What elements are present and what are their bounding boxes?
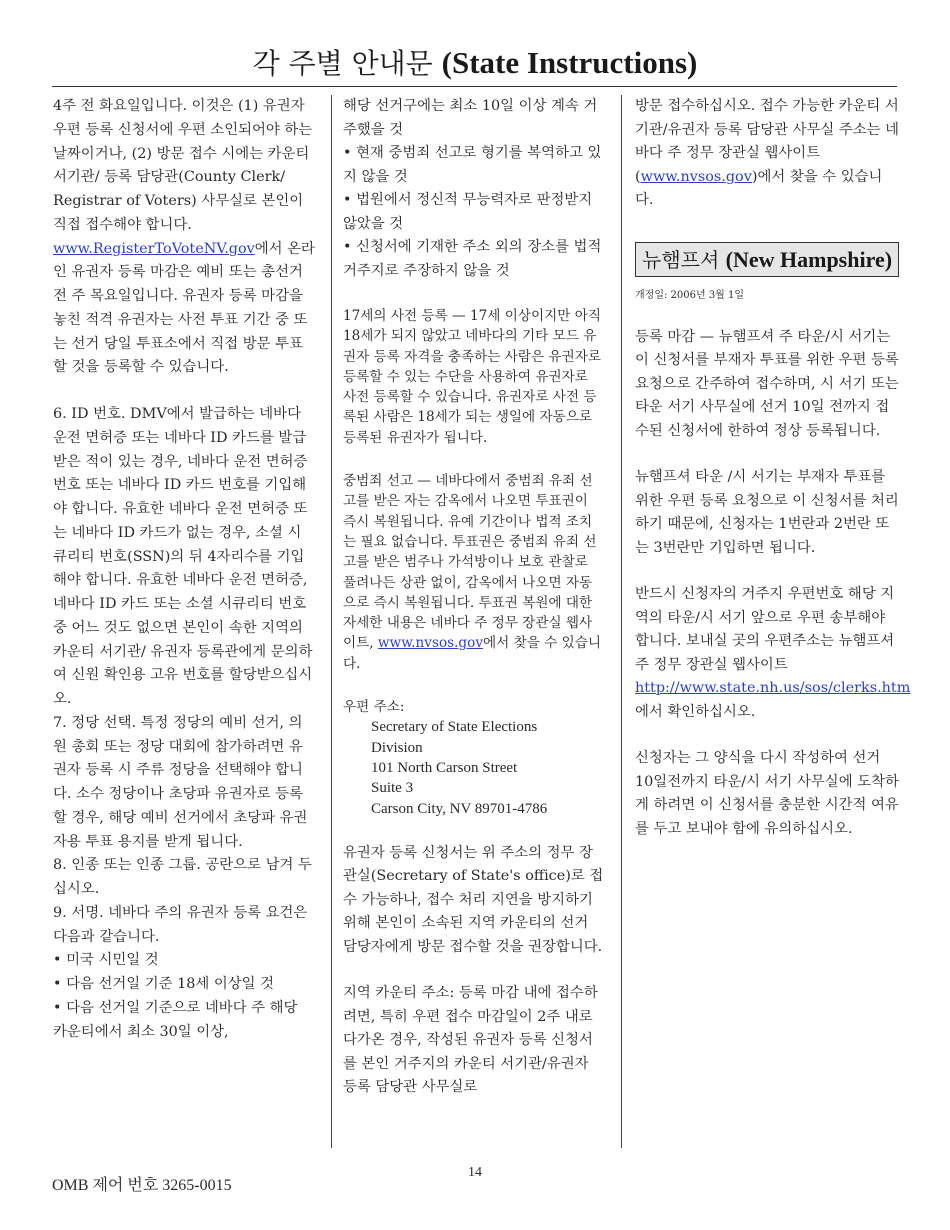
mailing-address (343, 717, 605, 818)
column-divider-1 (331, 95, 332, 1148)
nh-deadline-paragraph: 등록 마감 — 뉴햄프셔 주 타운/시 서기는 이 신청서를 부재자 투표를 위한 우편 등록 요청으로 간주하여 접수하며, 시 서기 또는 타운 서기 사무실에 선거 10일 전까지 접수된 신청서에 한하여 정상 등록됩니다. (635, 328, 899, 439)
register-to-vote-nv-link[interactable]: www.RegisterToVoteNV.gov (53, 240, 255, 257)
preregistration-paragraph: 17세의 사전 등록 — 17세 이상이지만 아직 18세가 되지 않았고 네바다의 기타 모드 유권자 등록 자격을 충족하는 사람은 유권자로 등록할 수 있는 수단을 사용하여 유권자로 사전 등록할 수 있습니다. 유권자로 사전 등록된 사람은 18세가 되는 생일에 자동으로 등록된 유권자가 됩니다. (343, 308, 601, 446)
requirement-item: • 신청서에 기재한 주소 외의 장소를 법적 거주지로 주장하지 않을 것 (343, 239, 602, 279)
address-line: Suite 3 (371, 780, 414, 797)
nh-clerks-link[interactable]: http://www.state.nh.us/sos/clerks.htm (635, 680, 911, 696)
requirement-item: • 미국 시민일 것 (53, 952, 159, 969)
address-line: Carson City, NV 89701-4786 (371, 800, 548, 817)
revision-date: 개정일: 2006년 3월 1일 (635, 289, 745, 301)
address-line: 101 North Carson Street (371, 759, 518, 776)
page-title (0, 42, 950, 82)
page-title-english: (State Instructions) (441, 45, 698, 80)
felony-paragraph: 중범죄 선고 — 네바다에서 중범죄 유죄 선고를 받은 자는 감옥에서 나오면 투표권이 즉시 복원됩니다. 유예 기간이나 법적 조치는 필요 없습니다. 투표권은 중범죄 유죄 선고를 받은 범주나 가석방이나 보호 관찰로 풀려나든 상관 없이, 감옥에서 나오면 자동으로 즉시 복원됩니다. 투표권 복원에 대한 자세한 내용은 네바다 주 정무 장관실 웹사이트, www.nvsos.gov에서 찾을 수 있습니다. (343, 473, 602, 672)
submission-paragraph: 유권자 등록 신청서는 위 주소의 정무 장관실(Secretary of State's office)로 접수 가능하나, 접수 처리 지연을 방지하기 위해 본인이 소속된 지역 카운티의 선거 담당자에게 방문 접수할 것을 권장합니다. (343, 844, 604, 955)
nh-mailing-paragraph: 반드시 신청자의 거주지 우편번호 해당 지역의 타운/시 서기 앞으로 우편 송부해야 합니다. 보내실 곳의 우편주소는 뉴햄프셔주 정무 장관실 웹사이트 http://www.state.nh.us/sos/clerks.htm에서 확인하십시오. (635, 586, 911, 720)
address-line: Secretary of State Elections (371, 719, 538, 736)
page-number: 14 (468, 1165, 482, 1180)
nvsos-link[interactable]: www.nvsos.gov (377, 635, 483, 652)
requirement-item: • 현재 중범죄 선고로 형기를 복역하고 있지 않을 것 (343, 145, 602, 185)
title-rule (52, 86, 897, 87)
new-hampshire-heading: 뉴햄프셔 (New Hampshire) (635, 242, 899, 277)
requirement-item: • 법원에서 정신적 무능력자로 판정받지 않았을 것 (343, 192, 593, 232)
page-title-korean: 각 주별 안내문 (252, 47, 433, 80)
nh-absentee-paragraph: 뉴햄프셔 타운 /시 서기는 부재자 투표를 위한 우편 등록 요청으로 이 신청서를 처리하기 때문에, 신청자는 1번란과 2번란 또는 3번란만 기입하면 됩니다. (635, 469, 899, 556)
nh-timing-paragraph: 신청자는 그 양식을 다시 작성하여 선거 10일전까지 타운/시 서기 사무실에 도착하게 하려면 이 신청서를 충분한 시간적 여유를 두고 보내야 함에 유의하십시오. (635, 750, 899, 837)
mail-address-label: 우편 주소: (343, 699, 405, 716)
race-paragraph: 8. 인종 또는 인종 그룹. 공란으로 남겨 두십시오. (53, 857, 312, 897)
id-number-paragraph: 6. ID 번호. DMV에서 발급하는 네바다 운전 면허증 또는 네바다 ID 카드를 발급받은 적이 있는 경우, 네바다 운전 면허증 번호 또는 네바다 ID 카드 번호를 기입해야 합니다. 유효한 네바다 운전 면허증 또는 네바다 ID 카드가 없는 경우, 소셜 시큐리티 번호(SSN)의 뒤 4자리수를 기입해야 합니다. 유효한 네바다 운전 면허증, 네바다 ID 카드 또는 소셜 시큐리티 번호 중 어느 것도 없으면 본인이 속한 지역의 카운티 서기관/ 유권자 등록관에게 문의하여 신원 확인용 고유 번호를 할당받으십시오. (53, 406, 313, 707)
signature-paragraph: 9. 서명. 네바다 주의 유권자 등록 요건은 다음과 같습니다. (53, 904, 308, 945)
registration-deadline-paragraph: 4주 전 화요일입니다. 이것은 (1) 유권자 우편 등록 신청서에 우편 소인되어야 하는 날짜이거나, (2) 방문 접수 시에는 카운티 서기관/ 등록 담당관(County Clerk/ Registrar of Voters) 사무실로 본인이 직접 접수해야 합니다. www.RegisterToVoteNV.gov에서 온라인 유권자 등록 마감은 예비 또는 총선거 전 주 목요일입니다. 유권자 등록 마감을 놓친 적격 유권자는 사전 투표 기간 중 또는 선거 당일 투표소에서 직접 방문 투표할 것을 등록할 수 있습니다. (53, 98, 315, 376)
column-divider-2 (621, 95, 622, 1148)
column-2 (343, 95, 605, 1100)
nvsos-link[interactable]: www.nvsos.gov (640, 168, 752, 185)
omb-control-number: OMB 제어 번호 3265-0015 (52, 1177, 232, 1194)
column-3 (635, 95, 911, 841)
residency-paragraph: 해당 선거구에는 최소 10일 이상 계속 거주했을 것 (343, 98, 598, 138)
column-1 (53, 95, 315, 1044)
party-choice-paragraph: 7. 정당 선택. 특정 정당의 예비 선거, 의원 총회 또는 정당 대회에 참가하려면 유권자 등록 시 주류 정당을 선택해야 합니다. 소수 정당이나 초당파 유권자로 등록할 경우, 해당 예비 선거에서 초당파 유권자용 투표 용지를 받게 됩니다. (53, 714, 308, 850)
address-line: Division (371, 739, 423, 756)
in-person-paragraph: 방문 접수하십시오. 접수 가능한 카운티 서기관/유권자 등록 담당관 사무실 주소는 네바다 주 정무 장관실 웹사이트 (www.nvsos.gov)에서 찾을 수 있습니다. (635, 98, 900, 208)
requirement-item: • 다음 선거일 기준으로 네바다 주 해당 카운티에서 최소 30일 이상, (53, 999, 298, 1040)
county-address-paragraph: 지역 카운티 주소: 등록 마감 내에 접수하려면, 특히 우편 접수 마감일이 2주 내로 다가온 경우, 작성된 유권자 등록 신청서를 본인 거주지의 카운티 서기관/유권자 등록 담당관 사무실로 (343, 985, 598, 1096)
requirement-item: • 다음 선거일 기준 18세 이상일 것 (53, 976, 275, 992)
